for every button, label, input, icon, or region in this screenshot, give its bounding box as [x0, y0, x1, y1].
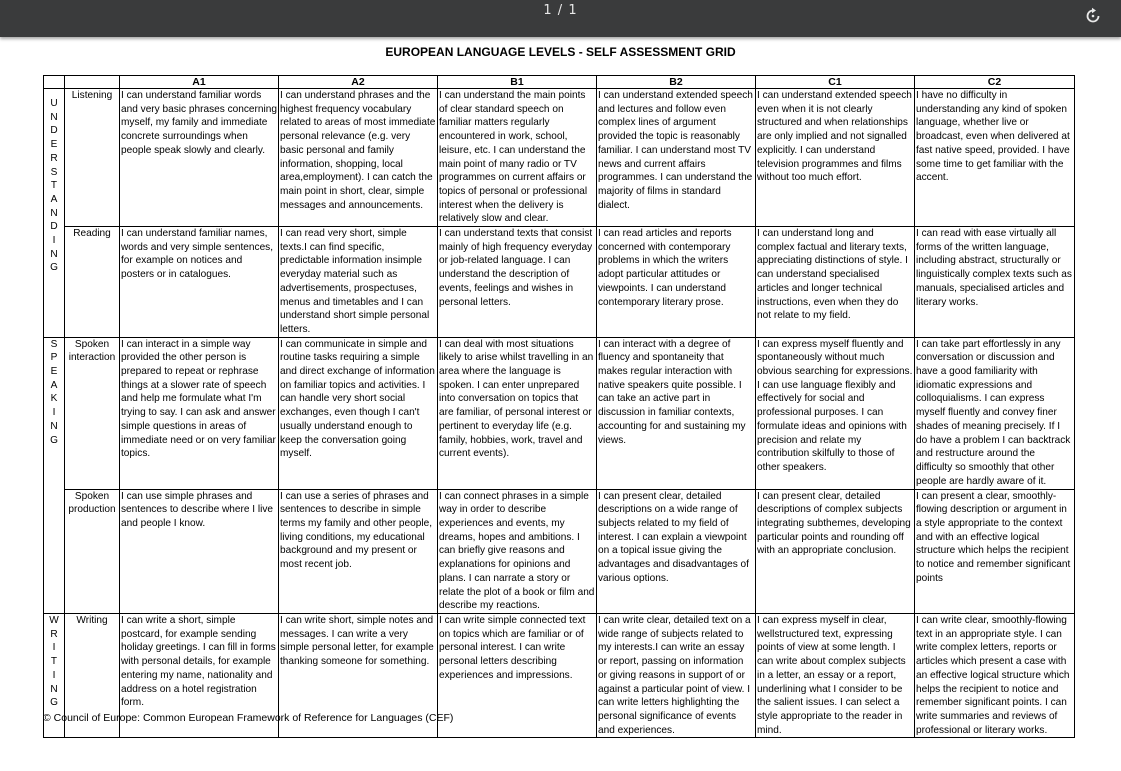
descriptor-cell: I can present a clear, smoothly-flowing description or argument in a style appropriate to the context and with an effective logical structure which helps the recipient to notice and remember significant points [915, 489, 1075, 613]
group-letter: S [50, 338, 58, 350]
header-row [44, 76, 1075, 89]
group-letter: D [50, 125, 58, 137]
descriptor-cell: I can present clear, detailed descriptions on a wide range of subjects related to my field of interest. I can explain a viewpoint on a topical issue giving the advantages and disadvantages of various options. [597, 489, 756, 613]
descriptor-cell: I can write clear, smoothly-flowing text in an appropriate style. I can write complex letters, reports or articles which present a case with an effective logical structure which helps the recipient to notice and remember significant points. I can write summaries and reviews of professional or literary works. [915, 613, 1075, 737]
descriptor-cell: I can understand phrases and the highest frequency vocabulary related to areas of most immediate personal relevance (e.g. very basic personal and family information, shopping, local area,employment). I can catch the main point in short, clear, simple messages and announcements. [279, 89, 438, 227]
rotate-icon-glyph [1083, 6, 1103, 26]
row-spoken-production [44, 489, 1075, 613]
level-header-b1: B1 [438, 76, 597, 89]
group-letter: N [50, 248, 58, 260]
level-header-b2: B2 [597, 76, 756, 89]
descriptor-cell: I can express myself in clear, wellstructured text, expressing points of view at some length. I can write about complex subjects in a letter, an essay or a report, underlining what I consider to be the salient issues. I can select a style appropriate to the reader in mind. [756, 613, 915, 737]
group-letter: U [50, 98, 58, 109]
descriptor-cell: I can use a series of phrases and sentences to describe in simple terms my family and other people, living conditions, my educational background and my present or most recent job. [279, 489, 438, 613]
descriptor-cell: I have no difficulty in understanding any kind of spoken language, whether live or broadcast, even when delivered at fast native speed, provided. I have some time to get familiar with the accent. [915, 89, 1075, 227]
descriptor-cell: I can use simple phrases and sentences to describe where I live and people I know. [120, 489, 279, 613]
viewer-toolbar [0, 0, 1121, 37]
row-spoken-interaction [44, 337, 1075, 489]
level-header-a2: A2 [279, 76, 438, 89]
group-letter: I [52, 642, 56, 654]
descriptor-cell: I can connect phrases in a simple way in order to describe experiences and events, my dreams, hopes and ambitions. I can briefly give reasons and explanations for opinions and plans. I can narrate a story or relate the plot of a book or film and describe my reactions. [438, 489, 597, 613]
descriptor-cell: I can write a short, simple postcard, for example sending holiday greetings. I can fill in forms with personal details, for example entering my name, nationality and address on a hotel registration form. [120, 613, 279, 737]
group-letter: N [50, 207, 58, 219]
rotate-icon[interactable] [1083, 6, 1105, 28]
group-letter: S [50, 166, 58, 178]
level-header-c2: C2 [915, 76, 1075, 89]
descriptor-cell: I can communicate in simple and routine tasks requiring a simple and direct exchange of information on familiar topics and activities. I can handle very short social exchanges, even though I can't usually understand enough to keep the conversation going myself. [279, 337, 438, 489]
row-listening [44, 89, 1075, 227]
corner-cell [44, 76, 65, 89]
skill-label-spoken-production: Spoken production [65, 489, 120, 613]
descriptor-cell: I can understand texts that consist mainly of high frequency everyday or job-related language. I can understand the description of events, feelings and wishes in personal letters. [438, 227, 597, 338]
descriptor-cell: I can understand extended speech and lectures and follow even complex lines of argument provided the topic is reasonably familiar. I can understand most TV news and current affairs programmes. I can understand the majority of films in standard dialect. [597, 89, 756, 227]
descriptor-cell: I can write simple connected text on topics which are familiar or of personal interest. I can write personal letters describing experiences and impressions. [438, 613, 597, 737]
descriptor-cell: I can read very short, simple texts.I can find specific, predictable information insimple everyday material such as advertisements, prospectuses, menus and timetables and I can understand short simple personal letters. [279, 227, 438, 338]
descriptor-cell: I can write short, simple notes and messages. I can write a very simple personal letter, for example thanking someone for something. [279, 613, 438, 737]
page-counter: 1 / 1 [543, 3, 578, 18]
group-letter: P [50, 352, 58, 364]
descriptor-cell: I can express myself fluently and spontaneously without much obvious searching for expressions. I can use language flexibly and effectively for social and professional purposes. I can formulate ideas and opinions with precision and relate my contribution skilfully to those of other speakers. [756, 337, 915, 489]
descriptor-cell: I can understand extended speech even when it is not clearly structured and when relationships are only implied and not signalled explicitly. I can understand television programmes and films without too much effort. [756, 89, 915, 227]
level-header-c1: C1 [756, 76, 915, 89]
skill-label-reading: Reading [65, 227, 120, 338]
descriptor-cell: I can understand familiar words and very basic phrases concerning myself, my family and immediate concrete surroundings when people speak slowly and clearly. [120, 89, 279, 227]
descriptor-cell: I can read articles and reports concerned with contemporary problems in which the writers adopt particular attitudes or viewpoints. I can understand contemporary literary prose. [597, 227, 756, 338]
descriptor-cell: I can write clear, detailed text on a wide range of subjects related to my interests.I can write an essay or report, passing on information or giving reasons in support of or against a particular point of view. I can write letters highlighting the personal significance of events and experiences. [597, 613, 756, 737]
corner-cell [65, 76, 120, 89]
descriptor-cell: I can read with ease virtually all forms of the written language, including abstract, structurally or linguistically complex texts such as manuals, specialised articles and literary works. [915, 227, 1075, 338]
group-letter: I [52, 407, 56, 419]
self-assessment-grid [43, 75, 1075, 738]
descriptor-cell: I can understand the main points of clear standard speech on familiar matters regularly encountered in work, school, leisure, etc. I can understand the main point of many radio or TV programmes on current affairs or topics of personal or professional interest when the delivery is relatively slow and clear. [438, 89, 597, 227]
group-letter: K [50, 393, 58, 405]
group-letter: W [49, 614, 59, 626]
group-letter: I [52, 235, 56, 247]
group-letter: A [50, 193, 58, 205]
group-letter: T [50, 180, 58, 192]
skill-label-listening: Listening [65, 89, 120, 227]
group-letter: E [50, 366, 58, 378]
descriptor-cell: I can interact in a simple way provided the other person is prepared to repeat or rephrase things at a slower rate of speech and help me formulate what I'm trying to say. I can ask and answer simple questions in areas of immediate need or on very familiar topics. [120, 337, 279, 489]
group-letter: R [50, 628, 58, 640]
group-letter: E [50, 139, 58, 151]
group-letter: R [50, 152, 58, 164]
descriptor-cell: I can understand long and complex factual and literary texts, appreciating distinctions of style. I can understand specialised articles and longer technical instructions, even when they do not relate to my field. [756, 227, 915, 338]
group-speaking [44, 337, 65, 613]
level-header-a1: A1 [120, 76, 279, 89]
skill-label-spoken-interaction: Spoken interaction [65, 337, 120, 489]
group-letter: G [50, 262, 58, 274]
row-reading [44, 227, 1075, 338]
document-title: EUROPEAN LANGUAGE LEVELS - SELF ASSESSMENT GRID [385, 45, 736, 59]
group-letter: G [50, 434, 58, 446]
group-letter: N [50, 420, 58, 432]
group-letter: G [50, 697, 58, 709]
descriptor-cell: I can take part effortlessly in any conversation or discussion and have a good familiarity with idiomatic expressions and colloquialisms. I can express myself fluently and convey finer shades of meaning precisely. If I do have a problem I can backtrack and restructure around the difficulty so smoothly that other people are hardly aware of it. [915, 337, 1075, 489]
group-understanding [44, 89, 65, 338]
group-letter: T [50, 656, 58, 668]
descriptor-cell: I can understand familiar names, words and very simple sentences, for example on notices and posters or in catalogues. [120, 227, 279, 338]
copyright-footer: © Council of Europe: Common European Framework of Reference for Languages (CEF) [43, 712, 454, 724]
group-letter: A [50, 379, 58, 391]
group-letter: I [52, 669, 56, 681]
descriptor-cell: I can deal with most situations likely to arise whilst travelling in an area where the language is spoken. I can enter unprepared into conversation on topics that are familiar, of personal interest or pertinent to everyday life (e.g. family, hobbies, work, travel and current events). [438, 337, 597, 489]
skill-label-writing: Writing [65, 613, 120, 737]
group-letter: N [50, 683, 58, 695]
group-letter: D [50, 221, 58, 233]
descriptor-cell: I can present clear, detailed descriptions of complex subjects integrating subthemes, developing particular points and rounding off with an appropriate conclusion. [756, 489, 915, 613]
group-letter: N [50, 111, 58, 123]
descriptor-cell: I can interact with a degree of fluency and spontaneity that makes regular interaction with native speakers quite possible. I can take an active part in discussion in familiar contexts, accounting for and sustaining my views. [597, 337, 756, 489]
